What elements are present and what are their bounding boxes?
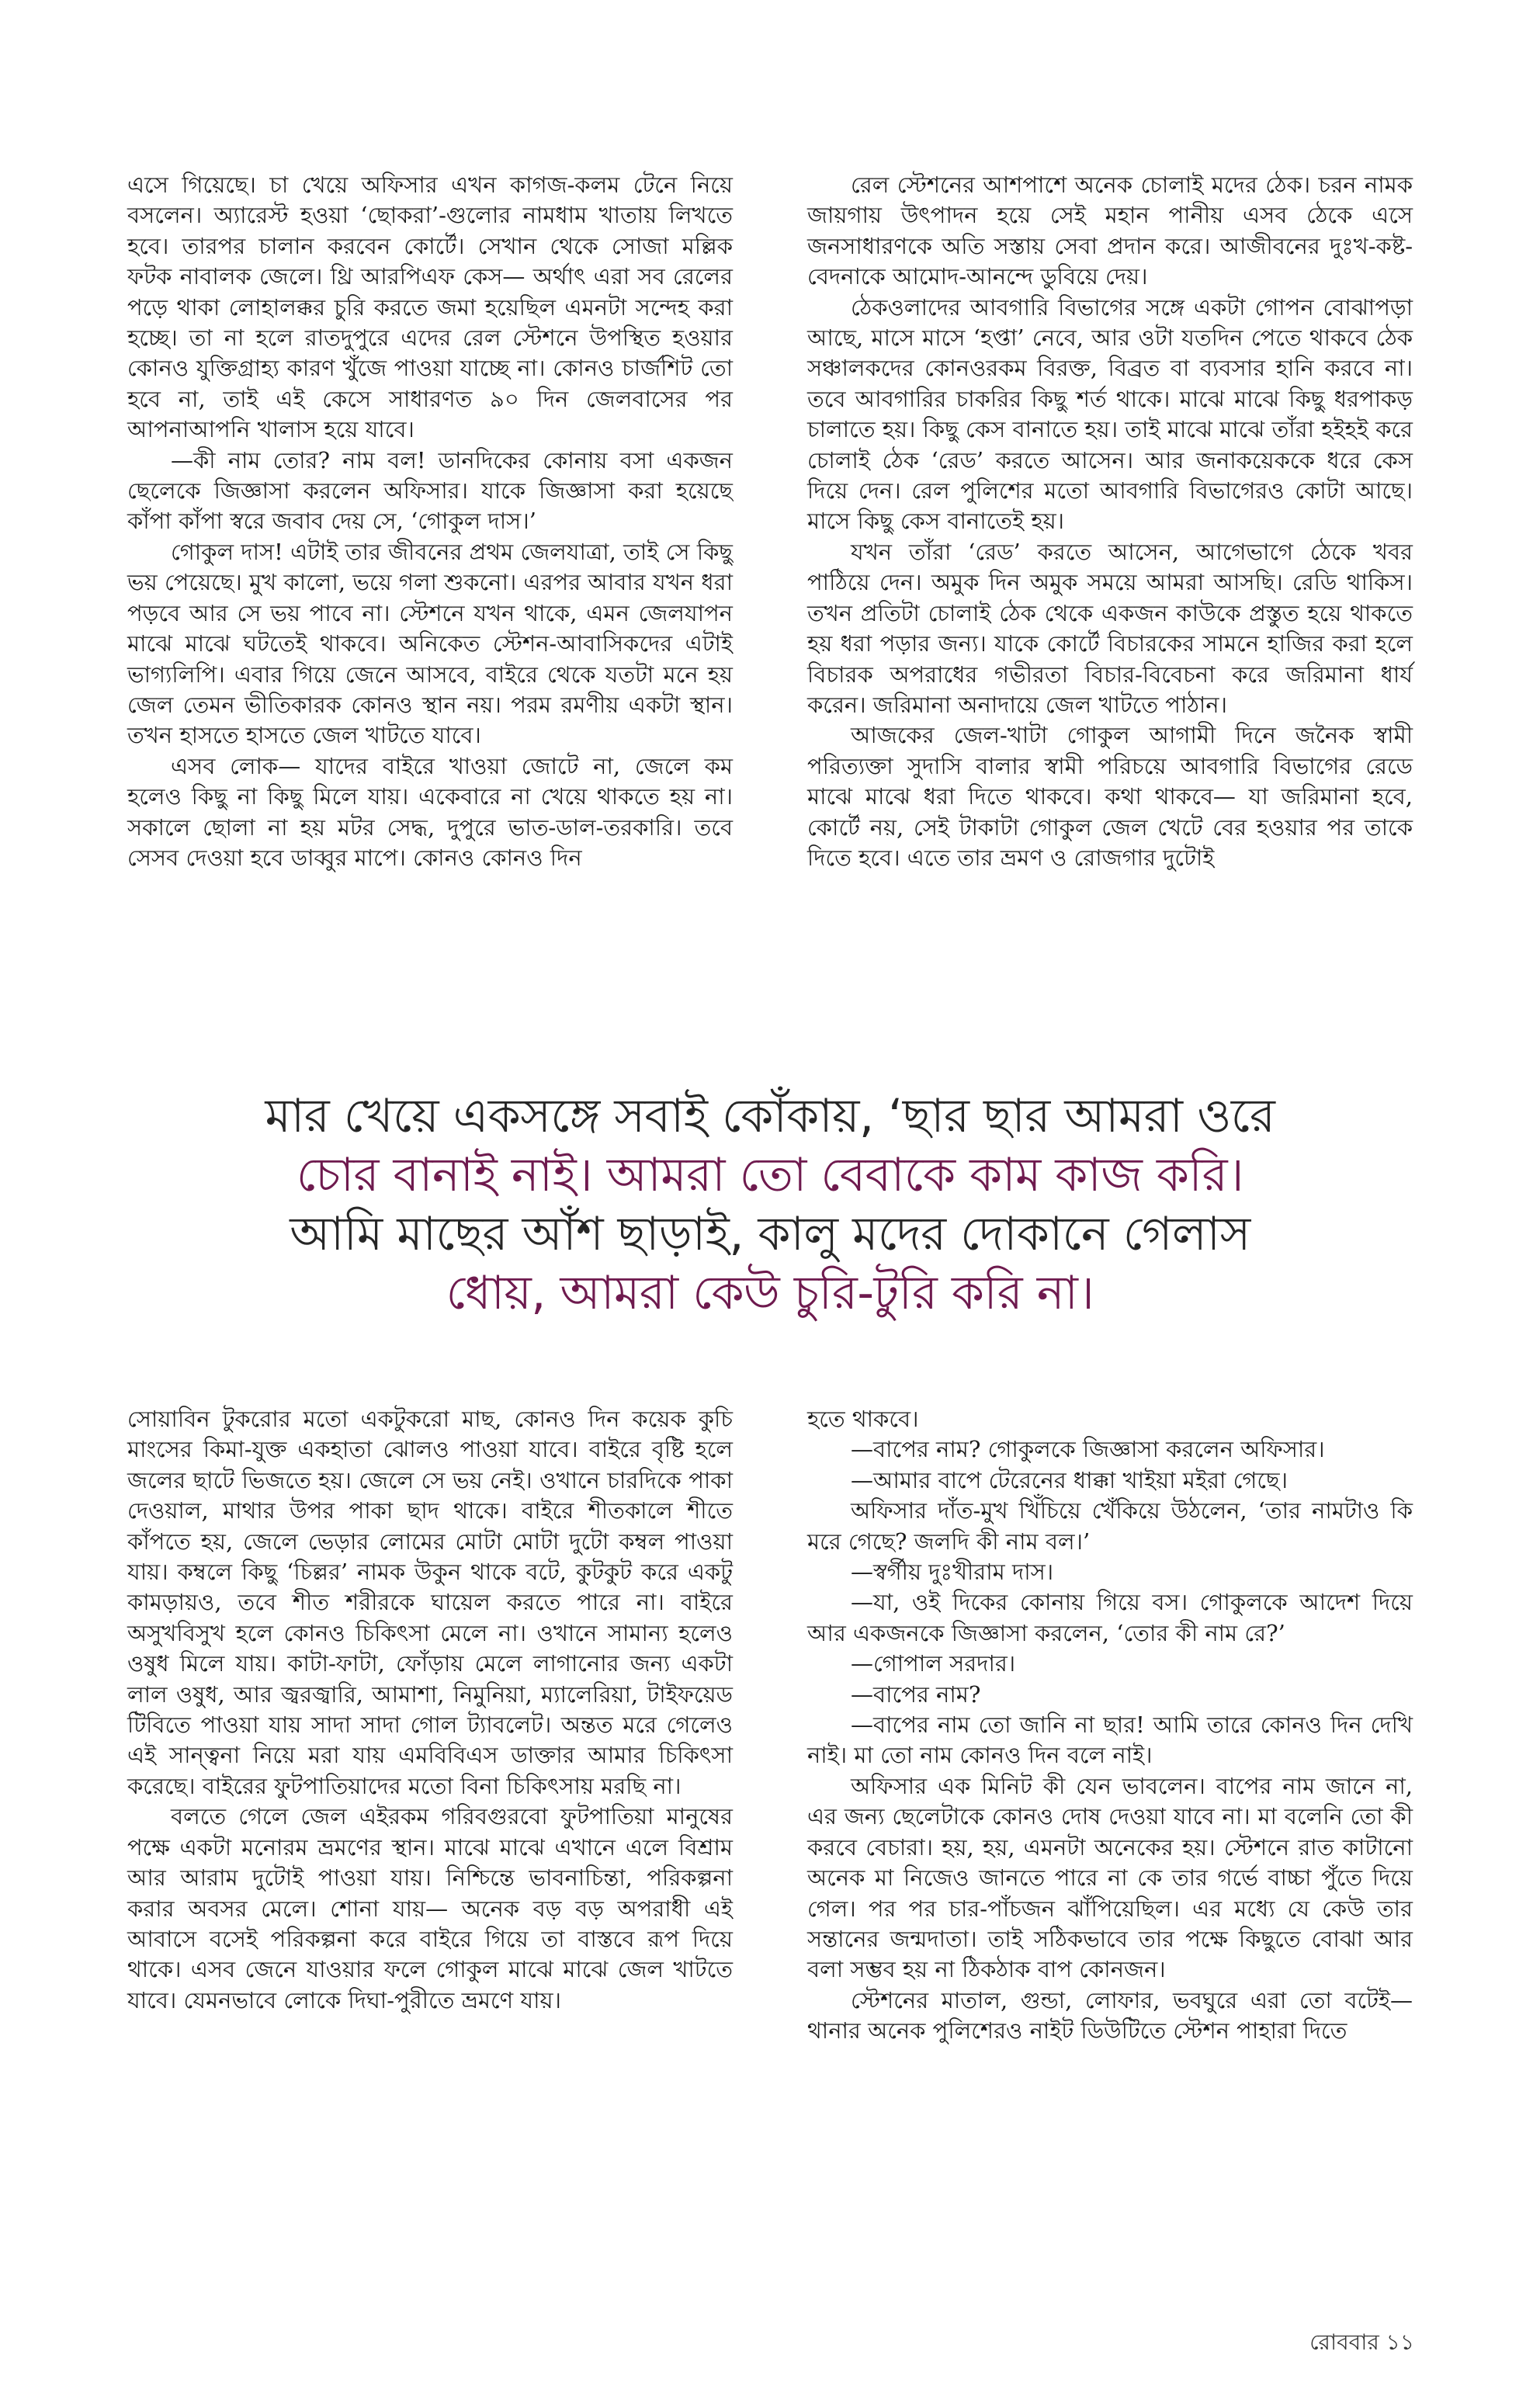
- paragraph: অফিসার দাঁত-মুখ খিঁচিয়ে খেঁকিয়ে উঠলেন, ‘তার নামটাও কি মরে গেছে? জলদি কী নাম বল।’: [807, 1497, 1413, 1555]
- paragraph: বলতে গেলে জেল এইরকম গরিবগুরবো ফুটপাতিয়া মানুষের পক্ষে একটা মনোরম ভ্রমণের স্থান। মাঝে মাঝে এখানে এলে বিশ্রাম আর আরাম দুটোই পাওয়া যায়। নিশ্চিন্তে ভাবনাচিন্তা, পরিকল্পনা করার অবসর মেলে। শোনা যায়— অনেক বড় বড় অপরাধী এই আবাসে বসেই পরিকল্পনা করে বাইরে গিয়ে তা বাস্তবে রূপ দিয়ে থাকে। এসব জেনে যাওয়ার ফলে গোকুল মাঝে মাঝে জেল খাটতে যাবে। যেমনভাবে লোকে দিঘা-পুরীতে ভ্রমণে যায়।: [127, 1803, 733, 2013]
- paragraph: —বাপের নাম?: [851, 1680, 981, 1708]
- article-column-bottom-left: [127, 1404, 733, 2016]
- paragraph: —বাপের নাম তো জানি না ছার! আমি তারে কোনও দিন দেখি নাই। মা তো নাম কোনও দিন বলে নাই।: [807, 1712, 1413, 1769]
- pull-quote-line-1: মার খেয়ে একসঙ্গে সবাই কোঁকায়, ‘ছার ছার আমরা ওরে: [265, 1089, 1275, 1143]
- paragraph: —কী নাম তোর? নাম বল! ডানদিকের কোনায় বসা একজন ছেলেকে জিজ্ঞাসা করলেন অফিসার। যাকে জিজ্ঞাসা করা হয়েছে কাঁপা কাঁপা স্বরে জবাব দেয় সে, ‘গোকুল দাস।’: [127, 446, 733, 535]
- pull-quote: [109, 1087, 1431, 1323]
- article-column-top-left: [127, 170, 733, 873]
- paragraph: গোকুল দাস! এটাই তার জীবনের প্রথম জেলযাত্রা, তাই সে কিছু ভয় পেয়েছে। মুখ কালো, ভয়ে গলা শুকনো। এরপর আবার যখন ধরা পড়বে আর সে ভয় পাবে না। স্টেশনে যখন থাকে, এমন জেলযাপন মাঝে মাঝে ঘটতেই থাকবে। অনিকেত স্টেশন-আবাসিকদের এটাই ভাগ্যলিপি। এবার গিয়ে জেনে আসবে, বাইরে থেকে যতটা মনে হয় জেল তেমন ভীতিকারক কোনও স্থান নয়। পরম রমণীয় একটা স্থান। তখন হাসতে হাসতে জেল খাটতে যাবে।: [127, 538, 733, 749]
- paragraph: এসব লোক— যাদের বাইরে খাওয়া জোটে না, জেলে কম হলেও কিছু না কিছু মিলে যায়। একেবারে না খেয়ে থাকতে হয় না। সকালে ছোলা না হয় মটর সেদ্ধ, দুপুরে ভাত-ডাল-তরকারি। তবে সেসব দেওয়া হবে ডাব্বুর মাপে। কোনও কোনও দিন: [127, 752, 733, 871]
- paragraph: —গোপাল সরদার।: [851, 1650, 1016, 1677]
- pull-quote-line-4: ধোয়, আমরা কেউ চুরি-টুরি করি না।: [446, 1266, 1094, 1320]
- paragraph: এসে গিয়েছে। চা খেয়ে অফিসার এখন কাগজ-কলম টেনে নিয়ে বসলেন। অ্যারেস্ট হওয়া ‘ছোকরা’-গুলোর নামধাম খাতায় লিখতে হবে। তারপর চালান করবেন কোর্টে। সেখান থেকে সোজা মল্লিক ফটক নাবালক জেলে। থ্রি আরপিএফ কেস— অর্থাৎ এরা সব রেলের পড়ে থাকা লোহালক্কর চুরি করতে জমা হয়েছিল এমনটা সন্দেহ করা হচ্ছে। তা না হলে রাতদুপুরে এদের রেল স্টেশনে উপস্থিত হওয়ার কোনও যুক্তিগ্রাহ্য কারণ খুঁজে পাওয়া যাচ্ছে না। কোনও চার্জশিট তো হবে না, তাই এই কেসে সাধারণত ৯০ দিন জেলবাসের পর আপনাআপনি খালাস হয়ে যাবে।: [127, 172, 733, 443]
- paragraph: স্টেশনের মাতাল, গুন্ডা, লোফার, ভবঘুরে এরা তো বটেই— থানার অনেক পুলিশেরও নাইট ডিউটিতে স্টেশন পাহারা দিতে: [807, 1986, 1413, 2044]
- paragraph: —বাপের নাম? গোকুলকে জিজ্ঞাসা করলেন অফিসার।: [851, 1436, 1325, 1463]
- paragraph: সোয়াবিন টুকরোর মতো একটুকরো মাছ, কোনও দিন কয়েক কুচি মাংসের কিমা-যুক্ত একহাতা ঝোলও পাওয়া যাবে। বাইরে বৃষ্টি হলে জলের ছাটে ভিজতে হয়। জেলে সে ভয় নেই। ওখানে চারদিকে পাকা দেওয়াল, মাথার উপর পাকা ছাদ থাকে। বাইরে শীতকালে শীতে কাঁপতে হয়, জেলে ভেড়ার লোমের মোটা মোটা দুটো কম্বল পাওয়া যায়। কম্বলে কিছু ‘চিল্লর’ নামক উকুন থাকে বটে, কুটকুট করে একটু কামড়ায়ও, তবে শীত শরীরকে ঘায়েল করতে পারে না। বাইরে অসুখবিসুখ হলে কোনও চিকিৎসা মেলে না। ওখানে সামান্য হলেও ওষুধ মিলে যায়। কাটা-ফাটা, ফোঁড়ায় মেলে লাগানোর জন্য একটা লাল ওষুধ, আর জ্বরজ্বারি, আমাশা, নিমুনিয়া, ম্যালেরিয়া, টাইফয়েড টিবিতে পাওয়া যায় সাদা সাদা গোল ট্যাবলেট। অন্তত মরে গেলেও এই সান্ত্বনা নিয়ে মরা যায় এমবিবিএস ডাক্তার আমার চিকিৎসা করেছে। বাইরের ফুটপাতিয়াদের মতো বিনা চিকিৎসায় মরছি না।: [127, 1406, 733, 1799]
- paragraph: —স্বর্গীয় দুঃখীরাম দাস।: [851, 1559, 1054, 1586]
- paragraph: রেল স্টেশনের আশপাশে অনেক চোলাই মদের ঠেক। চরন নামক জায়গায় উৎপাদন হয়ে সেই মহান পানীয় এসব ঠেকে এসে জনসাধারণকে অতি সস্তায় সেবা প্রদান করে। আজীবনের দুঃখ-কষ্ট-বেদনাকে আমোদ-আনন্দে ডুবিয়ে দেয়।: [807, 172, 1413, 290]
- paragraph: —যা, ওই দিকের কোনায় গিয়ে বস। গোকুলকে আদেশ দিয়ে আর একজনকে জিজ্ঞাসা করলেন, ‘তোর কী নাম রে?’: [807, 1589, 1413, 1646]
- paragraph: —আমার বাপে টেরেনের ধাক্কা খাইয়া মইরা গেছে।: [851, 1466, 1288, 1493]
- paragraph: অফিসার এক মিনিট কী যেন ভাবলেন। বাপের নাম জানে না, এর জন্য ছেলেটাকে কোনও দোষ দেওয়া যাবে না। মা বলেনি তো কী করবে বেচারা। হয়, হয়, এমনটা অনেকের হয়। স্টেশনে রাত কাটানো অনেক মা নিজেও জানতে পারে না কে তার গর্ভে বাচ্চা পুঁতে দিয়ে গেল। পর পর চার-পাঁচজন ঝাঁপিয়েছিল। এর মধ্যে যে কেউ তার সন্তানের জন্মদাতা। তাই সঠিকভাবে তার পক্ষে কিছুতে বোঝা আর বলা সম্ভব হয় না ঠিকঠাক বাপ কোনজন।: [807, 1772, 1413, 1983]
- paragraph: ঠেকওলাদের আবগারি বিভাগের সঙ্গে একটা গোপন বোঝাপড়া আছে, মাসে মাসে ‘হপ্তা’ নেবে, আর ওটা যতদিন পেতে থাকবে ঠেক সঞ্চালকদের কোনওরকম বিরক্ত, বিব্রত বা ব্যবসার হানি করবে না। তবে আবগারির চাকরির কিছু শর্ত থাকে। মাঝে মাঝে কিছু ধরপাকড় চালাতে হয়। কিছু কেস বানাতে হয়। তাই মাঝে মাঝে তাঁরা হইহই করে চোলাই ঠেক ‘রেড’ করতে আসেন। আর জনাকয়েককে ধরে কেস দিয়ে দেন। রেল পুলিশের মতো আবগারি বিভাগেরও কোটা আছে। মাসে কিছু কেস বানাতেই হয়।: [807, 293, 1413, 535]
- paragraph: যখন তাঁরা ‘রেড’ করতে আসেন, আগেভাগে ঠেকে খবর পাঠিয়ে দেন। অমুক দিন অমুক সময়ে আমরা আসছি। রেডি থাকিস। তখন প্রতিটা চোলাই ঠেক থেকে একজন কাউকে প্রস্তুত হয়ে থাকতে হয় ধরা পড়ার জন্য। যাকে কোর্টে বিচারকের সামনে হাজির করা হলে বিচারক অপরাধের গভীরতা বিচার-বিবেচনা করে জরিমানা ধার্য করেন। জরিমানা অনাদায়ে জেল খাটতে পাঠান।: [807, 538, 1413, 718]
- article-column-top-right: [807, 170, 1413, 873]
- pull-quote-line-3: আমি মাছের আঁশ ছাড়াই, কালু মদের দোকানে গেলাস: [290, 1207, 1250, 1261]
- page-folio: রোববার ১১: [1309, 2329, 1414, 2355]
- paragraph: হতে থাকবে।: [807, 1406, 919, 1432]
- pull-quote-line-2: চোর বানাই নাই। আমরা তো বেবাকে কাম কাজ করি।: [296, 1148, 1244, 1202]
- paragraph: আজকের জেল-খাটা গোকুল আগামী দিনে জনৈক স্বামী পরিত্যক্তা সুদাসি বালার স্বামী পরিচয়ে আবগারি বিভাগের রেডে মাঝে মাঝে ধরা দিতে থাকবে। কথা থাকবে— যা জরিমানা হবে, কোর্টে নয়, সেই টাকাটা গোকুল জেল খেটে বের হওয়ার পর তাকে দিতে হবে। এতে তার ভ্রমণ ও রোজগার দুটোই: [807, 722, 1413, 871]
- article-column-bottom-right: [807, 1404, 1413, 2047]
